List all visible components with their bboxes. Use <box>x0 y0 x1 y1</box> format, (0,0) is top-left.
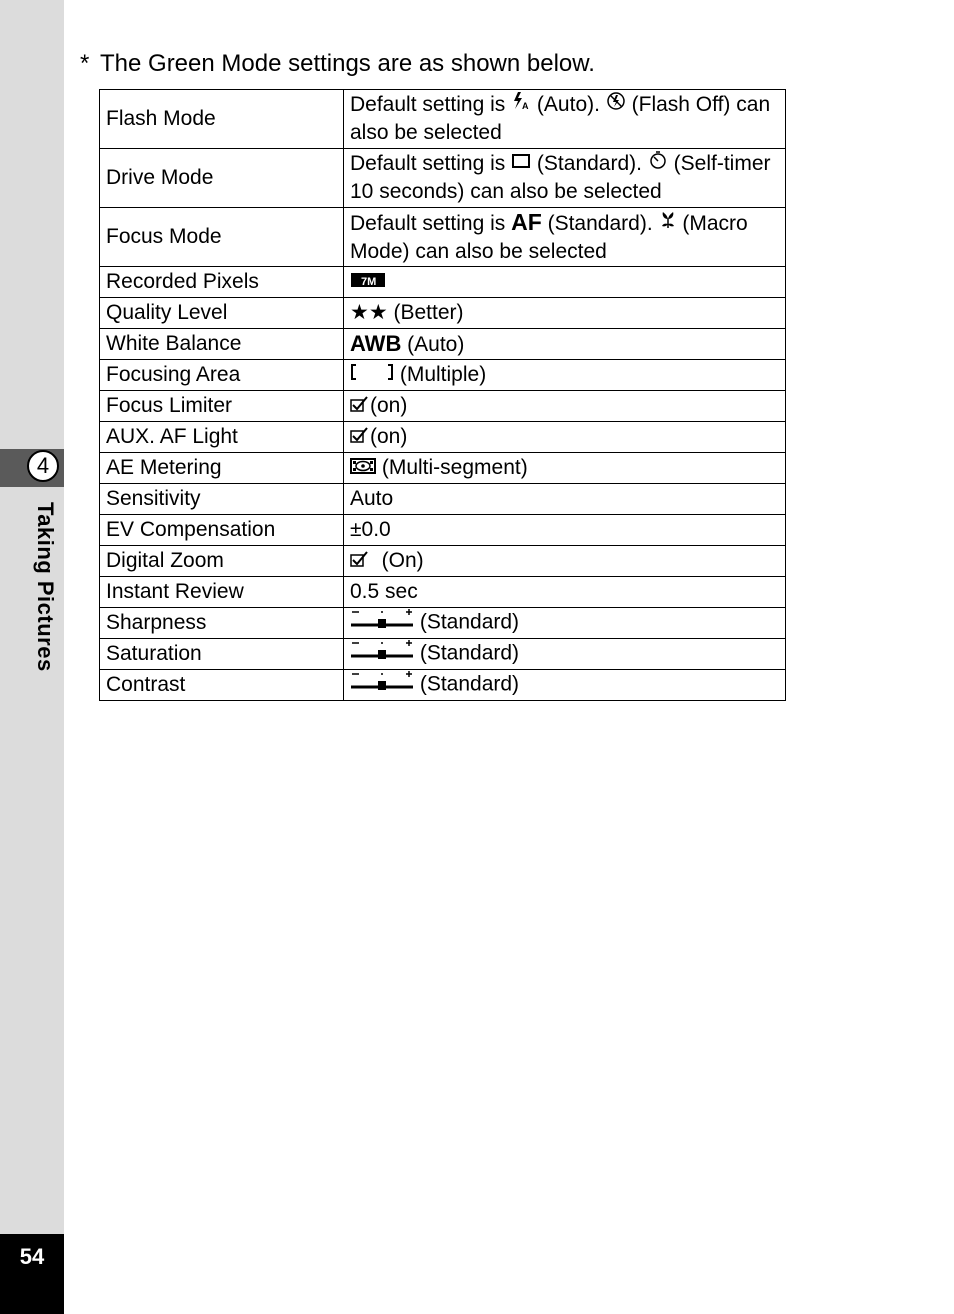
setting-value <box>344 608 786 639</box>
table-row <box>100 453 786 484</box>
table-row <box>100 208 786 267</box>
intro-text: The Green Mode settings are as shown below. <box>100 50 595 77</box>
table-row <box>100 546 786 577</box>
7m-resolution-icon <box>350 269 386 297</box>
setting-value <box>344 639 786 670</box>
checkbox-checked-icon <box>350 393 370 421</box>
value-text: Default setting is <box>350 212 512 235</box>
setting-value: ±0.0 <box>344 515 786 546</box>
value-text: (Standard). <box>541 212 659 235</box>
table-row <box>100 515 786 546</box>
green-mode-settings-table <box>99 89 786 701</box>
value-text: (Macro Mode) can also be selected <box>350 212 748 264</box>
setting-label: Contrast <box>100 670 344 701</box>
af-standard-badge: AF <box>511 209 542 235</box>
standard-slider-icon <box>350 670 414 700</box>
setting-value <box>344 267 786 298</box>
setting-value <box>344 453 786 484</box>
value-text: (Self-timer 10 seconds) can also be selected <box>350 151 771 204</box>
svg-text:A: A <box>522 101 529 112</box>
value-text: (on) <box>370 394 408 418</box>
value-text: (Multiple) <box>394 363 487 387</box>
page-number: 54 <box>19 1244 45 1269</box>
table-row <box>100 608 786 639</box>
table-row <box>100 298 786 329</box>
setting-label: Drive Mode <box>100 149 344 208</box>
setting-label: Sensitivity <box>100 484 344 515</box>
flash-auto-icon <box>511 91 531 119</box>
setting-label: Focus Limiter <box>100 391 344 422</box>
setting-value <box>344 670 786 701</box>
setting-value: Auto <box>344 484 786 515</box>
table-row <box>100 670 786 701</box>
setting-label: EV Compensation <box>100 515 344 546</box>
value-text: (Standard) <box>414 611 520 634</box>
setting-label: Instant Review <box>100 577 344 608</box>
setting-label: Sharpness <box>100 608 344 639</box>
multiple-af-area-icon <box>350 362 394 390</box>
value-text: (Auto) <box>401 332 465 356</box>
chapter-title: Taking Pictures <box>33 502 58 672</box>
setting-value <box>344 422 786 453</box>
table-row <box>100 639 786 670</box>
value-text: (Better) <box>387 301 464 325</box>
setting-value <box>344 90 786 149</box>
setting-value <box>344 208 786 267</box>
setting-value <box>344 360 786 391</box>
table-row <box>100 329 786 360</box>
intro-bullet: * <box>80 50 90 77</box>
value-text: Default setting is <box>350 92 512 116</box>
awb-badge: AWB <box>350 330 402 356</box>
flash-off-icon <box>606 91 626 119</box>
setting-label: Recorded Pixels <box>100 267 344 298</box>
table-row <box>100 360 786 391</box>
multi-segment-metering-icon <box>350 455 376 483</box>
table-row <box>100 422 786 453</box>
value-text: (Flash Off) can also be selected <box>350 92 771 145</box>
setting-value: 0.5 sec <box>344 577 786 608</box>
standard-slider-icon <box>350 608 414 638</box>
checkbox-checked-icon <box>350 424 370 452</box>
7m-resolution-icon-text: 7M <box>361 275 377 288</box>
value-text: Default setting is <box>350 151 512 175</box>
value-text: (On) <box>370 549 424 573</box>
setting-value <box>344 546 786 577</box>
setting-label: AE Metering <box>100 453 344 484</box>
macro-icon <box>659 210 677 238</box>
standard-slider-icon <box>350 639 414 669</box>
setting-label: Focus Mode <box>100 208 344 267</box>
table-row <box>100 90 786 149</box>
setting-value <box>344 391 786 422</box>
value-text: (on) <box>370 425 408 449</box>
setting-value <box>344 329 786 360</box>
intro-line <box>80 50 595 78</box>
setting-label: Focusing Area <box>100 360 344 391</box>
table-row <box>100 577 786 608</box>
two-stars-icon: ★★ <box>350 301 388 325</box>
setting-label: Saturation <box>100 639 344 670</box>
value-text: (Standard) <box>414 642 520 665</box>
setting-label: Digital Zoom <box>100 546 344 577</box>
setting-value <box>344 298 786 329</box>
value-text: (Auto). <box>531 92 606 116</box>
setting-value <box>344 149 786 208</box>
value-text: (Standard) <box>414 673 520 696</box>
checkbox-checked-icon <box>350 548 370 576</box>
setting-label: Quality Level <box>100 298 344 329</box>
table-row <box>100 149 786 208</box>
table-row <box>100 391 786 422</box>
chapter-number: 4 <box>27 450 59 482</box>
setting-label: White Balance <box>100 329 344 360</box>
setting-label: Flash Mode <box>100 90 344 149</box>
value-text: (Standard). <box>531 151 648 175</box>
table-row <box>100 267 786 298</box>
table-row <box>100 484 786 515</box>
self-timer-icon <box>648 150 668 178</box>
setting-label: AUX. AF Light <box>100 422 344 453</box>
single-frame-icon <box>511 150 531 178</box>
value-text: (Multi-segment) <box>376 456 528 480</box>
